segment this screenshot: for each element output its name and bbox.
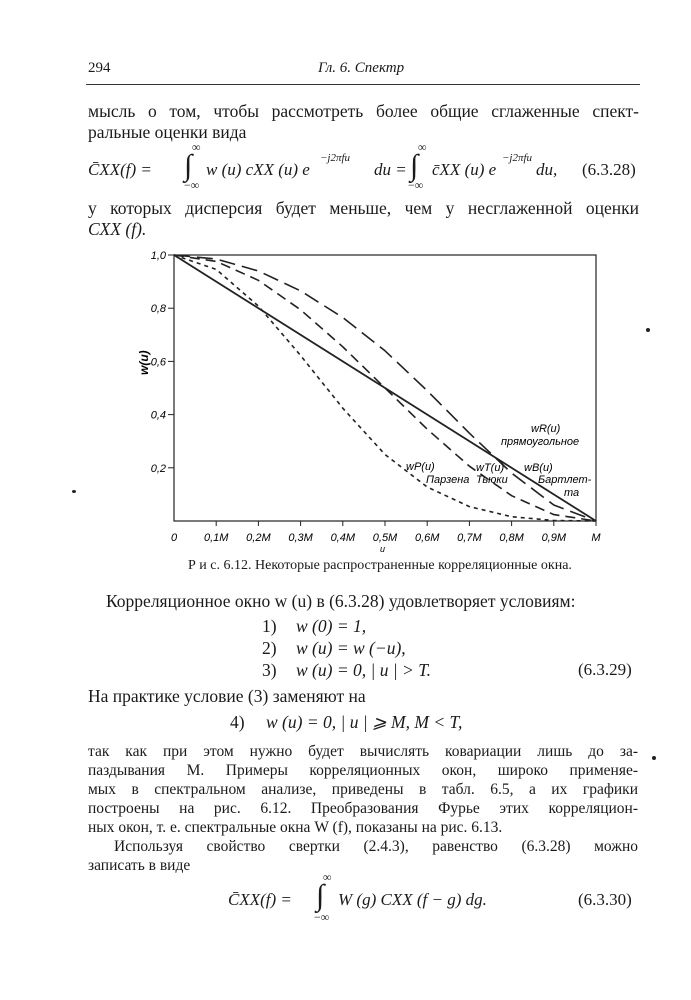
running-title: Гл. 6. Спектр [318,60,405,76]
condition-1: w (0) = 1, [296,616,367,636]
eq30-integrand: W (g) CXX (f − g) dg. [338,890,487,909]
eq30-number: (6.3.30) [578,890,632,909]
eq28-int1-upper: ∞ [192,140,201,154]
label-tukey-symbol: wT(u) [476,462,505,474]
y-tick-label: 0,4 [150,409,166,422]
eq28-du-2: du, [536,160,558,179]
stray-dot [72,490,76,493]
y-tick-label: 0,2 [150,462,166,475]
eq30-integral-sign: ∫ [316,879,325,912]
paragraph-line-7: записать в виде [88,857,191,874]
label-bartlett-name: Бартлет- [538,474,592,486]
condition-4-num: 4) [230,712,245,732]
x-tick-label: 0,2M [246,532,271,544]
eq28-integral-sign-2: ∫ [410,149,419,182]
x-tick-label: 0,8M [499,532,524,544]
paragraph-line-5: ных окон, т. е. спектральные окна W (f), показаны на рис. 6.13. [88,819,503,836]
eq28-int2-upper: ∞ [418,140,427,154]
x-tick-label: 0,1M [203,532,229,544]
equation-6-3-30 [228,870,648,932]
x-tick-label: 0,4M [330,532,356,544]
correlation-windows-chart [130,245,610,555]
x-tick-label: 0,3M [288,532,313,544]
paragraph-line-1: так как при этом нужно будет вычислять ковариации лишь до за- [88,743,638,760]
condition-4: w (u) = 0, | u | ⩾ M, M < T, [266,712,463,732]
series-line-rectangular [174,255,596,521]
label-bartlett-symbol: wB(u) [524,462,553,474]
condition-1-num: 1) [262,616,277,636]
label-parzen-name: Парзена [426,474,470,486]
eq28-int1-lower: −∞ [184,178,200,192]
intro-line-2: ральные оценки вида [88,122,247,142]
condition-2-num: 2) [262,638,277,658]
label-parzen-symbol: wP(u) [406,461,435,473]
header-rule [86,84,640,85]
y-tick-label: 1,0 [150,250,166,262]
x-tick-label: M [591,532,601,544]
label-rect-name: прямоугольное [501,436,580,448]
eq30-lhs: C̄XX(f) = [228,890,292,909]
eq28-exponent-1: −j2πfu [320,152,351,164]
stray-dot [652,756,656,760]
conditions-intro: Корреляционное окно w (u) в (6.3.28) удовлетворяет условиям: [106,591,576,611]
condition-3-num: 3) [262,660,277,680]
paragraph-line-3: мых в спектральном анализе, приведены в табл. 6.5, а их графики [88,781,638,798]
y-tick-label: 0,6 [150,356,166,369]
eq28-lhs: C̄XX(f) = [88,160,152,179]
after-eq-line-1: у которых дисперсия будет меньше, чем у несглаженной оценки [88,198,639,218]
eq30-int-lower: −∞ [314,910,330,924]
eq28-integrand-1: w (u) cXX (u) e [206,160,310,179]
x-tick-label: 0,6M [414,532,440,544]
eq28-du-1: du = [374,160,407,179]
practice-intro: На практике условие (3) заменяют на [88,686,366,706]
eq29-number: (6.3.29) [578,660,632,679]
after-eq-line-2: CXX (f). [88,219,147,239]
condition-3: w (u) = 0, | u | > T. [296,660,432,680]
condition-2: w (u) = w (−u), [296,638,406,658]
y-tick-label: 0,8 [150,303,166,316]
equation-6-3-28 [88,138,643,194]
label-tukey-name: Тьюки [476,474,508,486]
eq30-int-upper: ∞ [323,870,332,884]
paragraph-line-4: построены на рис. 6.12. Преобразования Фурье этих корреляцион- [88,800,638,817]
paragraph-line-2: паздывания M. Примеры корреляционных окон, широко применяе- [88,762,638,779]
eq28-integrand-2: c̄XX (u) e [432,160,497,179]
y-axis-label: w(u) [137,350,151,375]
figure-caption-prefix: Р и с. 6.12. [188,558,252,573]
page-number: 294 [88,60,111,76]
x-axis-label: u [380,544,386,554]
intro-line-1: мысль о том, чтобы рассмотреть более общие сглаженные спект- [88,101,639,121]
x-tick-label: 0,5M [372,532,398,544]
figure-caption-text: Некоторые распространенные корреляционные окна. [255,558,572,573]
eq28-exponent-2: −j2πfu [502,152,533,164]
label-rect-symbol: wR(u) [531,423,561,435]
paragraph-line-6: Используя свойство свертки (2.4.3), равенство (6.3.28) можно [114,838,638,855]
figure-caption [188,558,572,574]
stray-dot [646,328,650,332]
eq28-number: (6.3.28) [582,160,636,179]
x-tick-label: 0,9M [541,532,567,544]
eq28-integral-sign-1: ∫ [184,149,193,182]
x-tick-label: 0,7M [457,532,482,544]
eq28-int2-lower: −∞ [408,178,424,192]
x-tick-label: 0 [170,532,178,544]
label-bartlett-name-cont: та [564,487,580,499]
